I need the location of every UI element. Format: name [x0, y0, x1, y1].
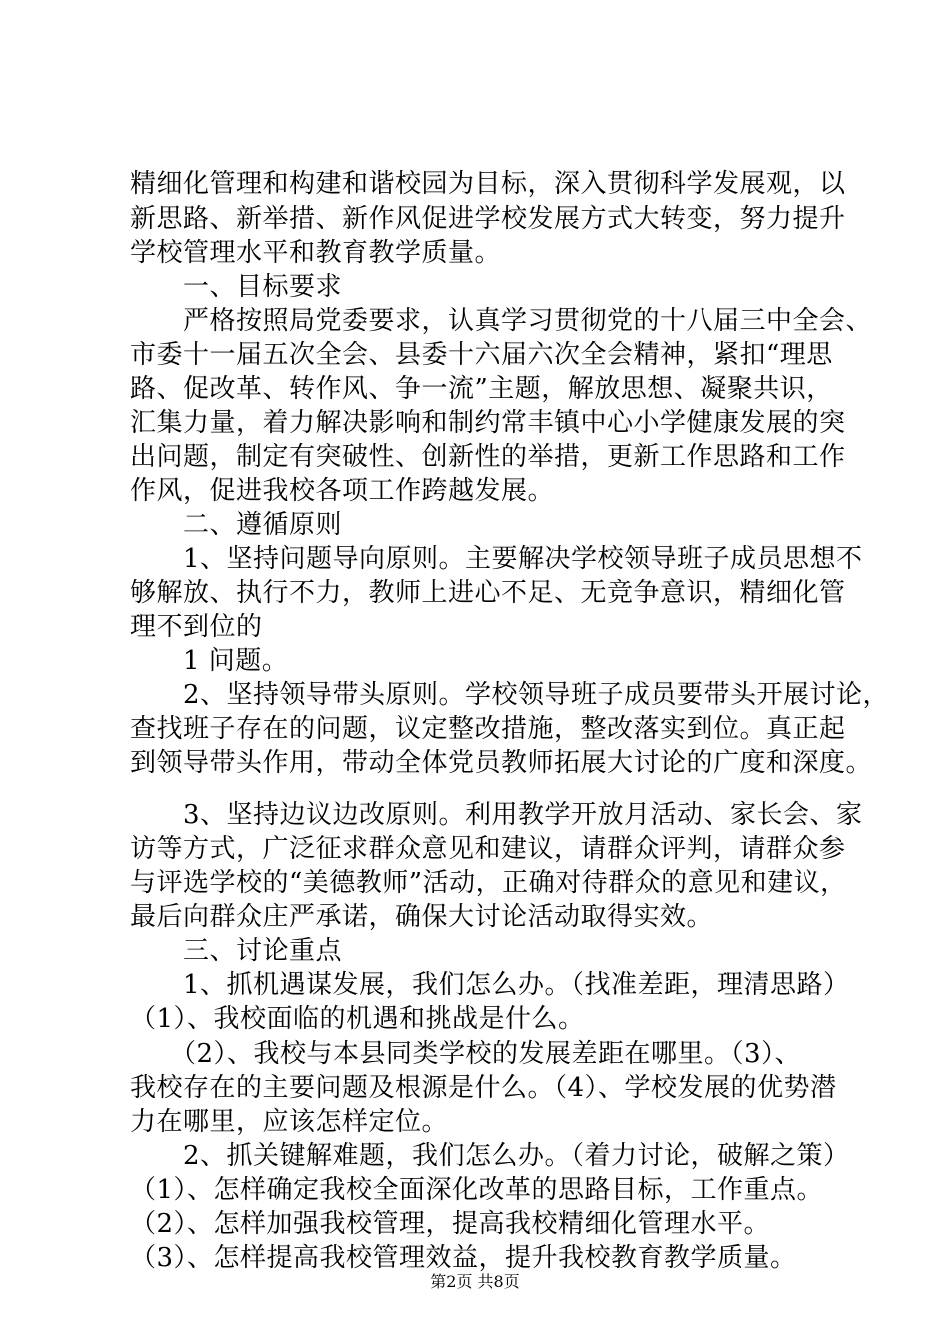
- text-line: 精细化管理和构建和谐校园为目标，深入贯彻科学发展观，以: [130, 169, 846, 199]
- text-line: 访等方式，广泛征求群众意见和建议，请群众评判，请群众参: [130, 834, 846, 864]
- text-line: 理不到位的: [130, 612, 263, 642]
- text-line: 学校管理水平和教育教学质量。: [130, 238, 502, 268]
- text-line: 汇集力量，着力解决影响和制约常丰镇中心小学健康发展的突: [130, 408, 846, 438]
- text-line: 到领导带头作用，带动全体党员教师拓展大讨论的广度和深度。: [130, 748, 873, 778]
- text-line: 我校存在的主要问题及根源是什么。（4）、学校发展的优势潜: [130, 1073, 837, 1103]
- text-line: 一、目标要求: [130, 272, 343, 302]
- text-line: 路、促改革、转作风、争一流”主题，解放思想、凝聚共识，: [130, 374, 833, 404]
- text-line: （1）、我校面临的机遇和挑战是什么。: [130, 1004, 585, 1034]
- text-line: （1）、怎样确定我校全面深化改革的思路目标，工作重点。: [130, 1175, 824, 1205]
- text-line: 市委十一届五次全会、县委十六届六次全会精神，紧扣“理思: [130, 340, 833, 370]
- text-line: 二、遵循原则: [130, 510, 343, 540]
- page-footer: 第2页 共8页: [430, 1272, 520, 1291]
- text-line: 够解放、执行不力，教师上进心不足、无竞争意识，精细化管: [130, 578, 846, 608]
- text-line: 最后向群众庄严承诺，确保大讨论活动取得实效。: [130, 902, 714, 932]
- text-line: 1 问题。: [130, 646, 289, 676]
- text-line: 查找班子存在的问题，议定整改措施，整改落实到位。真正起: [130, 714, 846, 744]
- text-line: （2）、我校与本县同类学校的发展差距在哪里。（3）、: [130, 1039, 802, 1069]
- text-line: （3）、怎样提高我校管理效益，提升我校教育教学质量。: [130, 1243, 797, 1273]
- text-line: 3、坚持边议边改原则。利用教学开放月活动、家长会、家: [130, 800, 863, 830]
- text-line: 1、抓机遇谋发展，我们怎么办。（找准差距，理清思路）: [130, 970, 850, 1000]
- text-line: 2、坚持领导带头原则。学校领导班子成员要带头开展讨论，: [130, 680, 890, 710]
- text-line: 2、抓关键解难题，我们怎么办。（着力讨论，破解之策）: [130, 1141, 850, 1171]
- text-line: 三、讨论重点: [130, 936, 343, 966]
- text-line: 新思路、新举措、新作风促进学校发展方式大转变，努力提升: [130, 204, 846, 234]
- text-line: 出问题，制定有突破性、创新性的举措，更新工作思路和工作: [130, 442, 846, 472]
- text-line: 作风，促进我校各项工作跨越发展。: [130, 476, 555, 506]
- text-line: 与评选学校的“美德教师”活动，正确对待群众的意见和建议，: [130, 868, 847, 898]
- text-line: 严格按照局党委要求，认真学习贯彻党的十八届三中全会、: [130, 306, 873, 336]
- text-line: 力在哪里，应该怎样定位。: [130, 1107, 449, 1137]
- text-line: 1、坚持问题导向原则。主要解决学校领导班子成员思想不: [130, 544, 863, 574]
- text-line: （2）、怎样加强我校管理，提高我校精细化管理水平。: [130, 1209, 771, 1239]
